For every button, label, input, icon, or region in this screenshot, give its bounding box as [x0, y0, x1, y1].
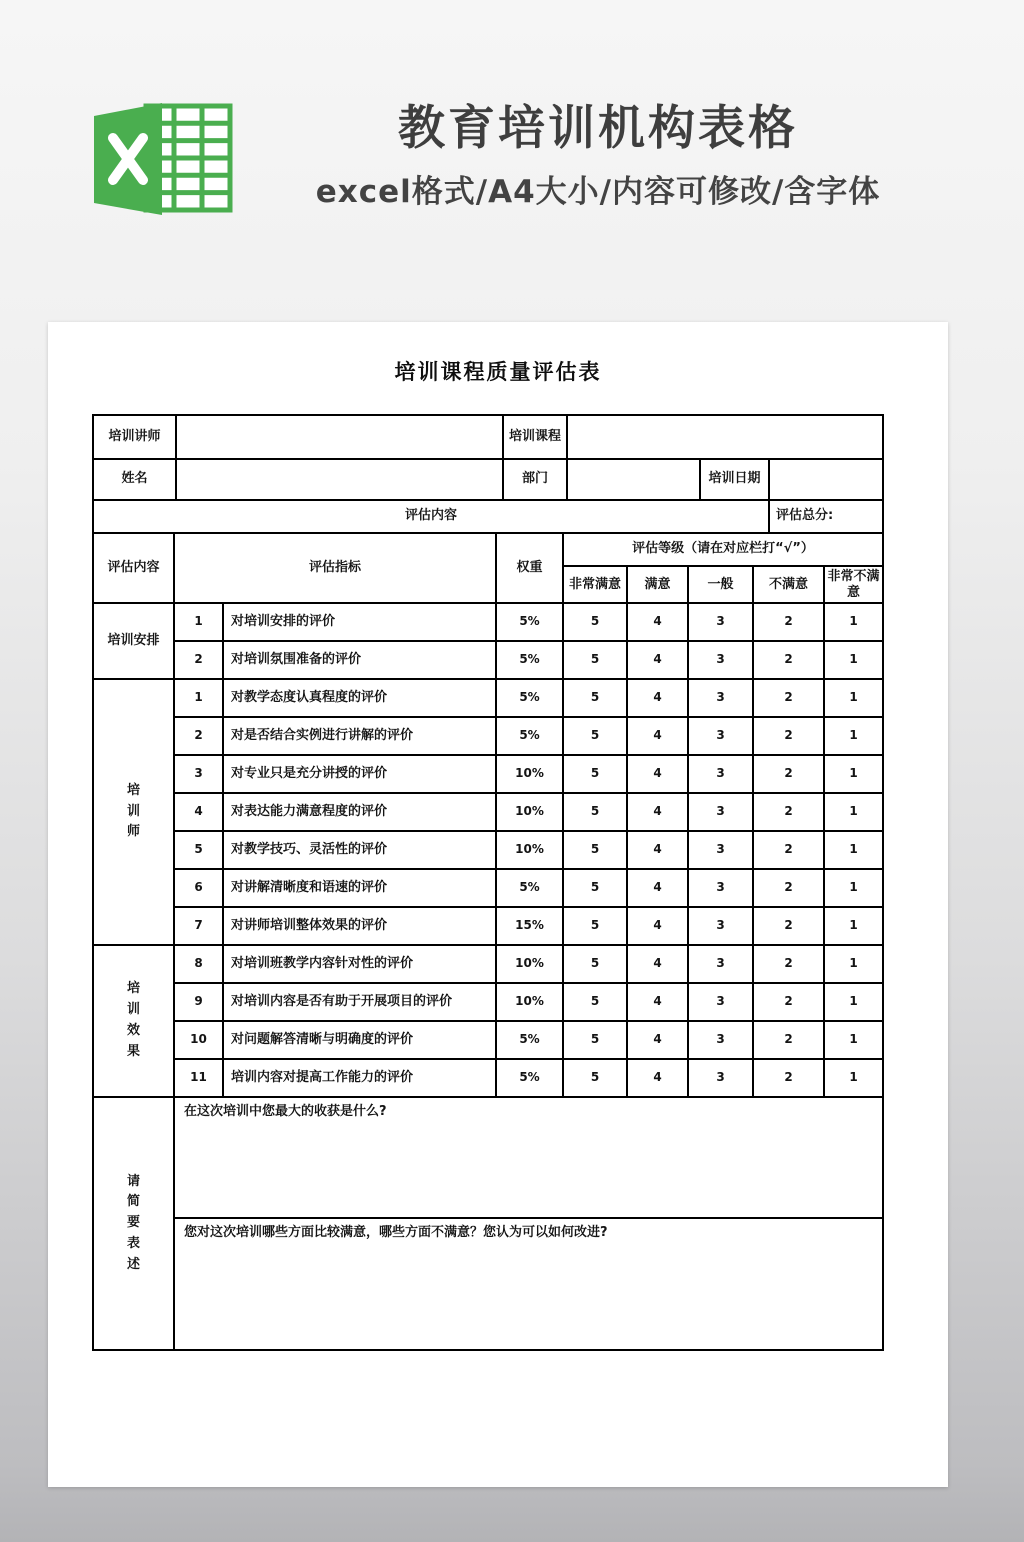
table-row	[93, 755, 883, 793]
weight-value: 5%	[496, 869, 563, 907]
weight-value: 5%	[496, 641, 563, 679]
table-row	[93, 641, 883, 679]
score-cell: 4	[627, 679, 688, 717]
score-cell: 2	[753, 983, 824, 1021]
col-header-weight: 权重	[496, 533, 563, 603]
table-row	[93, 869, 883, 907]
score-cell: 2	[753, 945, 824, 983]
feedback-label	[93, 1097, 174, 1350]
feedback-label-text: 请简要表述	[126, 1173, 140, 1272]
table-row	[93, 793, 883, 831]
total-score-label: 评估总分:	[769, 500, 883, 533]
trainer-label: 培训讲师	[93, 415, 176, 459]
group-label-trainer-text: 培训师	[126, 782, 140, 840]
score-cell: 1	[824, 793, 883, 831]
score-cell: 3	[688, 831, 753, 869]
score-cell: 4	[627, 793, 688, 831]
table-row	[93, 831, 883, 869]
table-row	[93, 1021, 883, 1059]
weight-value: 10%	[496, 983, 563, 1021]
group-label-trainer	[93, 679, 174, 945]
grade-level-label: 非常不满意	[824, 566, 883, 603]
score-cell: 3	[688, 1059, 753, 1097]
indicator-text: 对是否结合实例进行讲解的评价	[223, 717, 496, 755]
date-label: 培训日期	[700, 459, 769, 500]
table-row	[93, 907, 883, 945]
table-row	[93, 603, 883, 641]
weight-value: 5%	[496, 679, 563, 717]
row-number: 2	[174, 641, 223, 679]
score-cell: 3	[688, 603, 753, 641]
score-cell: 4	[627, 641, 688, 679]
indicator-text: 对培训班教学内容针对性的评价	[223, 945, 496, 983]
score-cell: 4	[627, 755, 688, 793]
score-cell: 1	[824, 983, 883, 1021]
name-label: 姓名	[93, 459, 176, 500]
grade-level-label: 非常满意	[563, 566, 627, 603]
indicator-text: 对专业只是充分讲授的评价	[223, 755, 496, 793]
weight-value: 15%	[496, 907, 563, 945]
score-cell: 1	[824, 1021, 883, 1059]
score-cell: 1	[824, 869, 883, 907]
group-label-effect-text: 培训效果	[126, 981, 140, 1059]
trainer-value-cell	[176, 415, 503, 459]
score-cell: 3	[688, 679, 753, 717]
info-table	[92, 414, 884, 534]
score-cell: 1	[824, 755, 883, 793]
row-number: 3	[174, 755, 223, 793]
row-number: 6	[174, 869, 223, 907]
indicator-text: 对培训内容是否有助于开展项目的评价	[223, 983, 496, 1021]
group-label-effect	[93, 945, 174, 1097]
score-cell: 5	[563, 755, 627, 793]
score-cell: 2	[753, 831, 824, 869]
weight-value: 5%	[496, 717, 563, 755]
table-row	[93, 679, 883, 717]
table-row	[93, 1097, 883, 1218]
score-cell: 2	[753, 755, 824, 793]
banner-title: 教育培训机构表格	[398, 101, 798, 156]
feedback-question-2: 您对这次培训哪些方面比较满意，哪些方面不满意？您认为可以如何改进?	[174, 1218, 883, 1350]
score-cell: 4	[627, 869, 688, 907]
score-cell: 5	[563, 831, 627, 869]
score-cell: 4	[627, 603, 688, 641]
dept-value-cell	[567, 459, 700, 500]
row-number: 8	[174, 945, 223, 983]
table-row	[93, 415, 883, 459]
score-cell: 3	[688, 983, 753, 1021]
score-cell: 1	[824, 945, 883, 983]
evaluation-form	[92, 414, 882, 1351]
feedback-question-1: 在这次培训中您最大的收获是什么?	[174, 1097, 883, 1218]
score-cell: 5	[563, 983, 627, 1021]
indicator-text: 对表达能力满意程度的评价	[223, 793, 496, 831]
score-cell: 1	[824, 1059, 883, 1097]
weight-value: 10%	[496, 755, 563, 793]
score-cell: 5	[563, 869, 627, 907]
score-cell: 2	[753, 679, 824, 717]
banner-text	[214, 102, 982, 211]
weight-value: 10%	[496, 945, 563, 983]
score-cell: 2	[753, 793, 824, 831]
row-number: 2	[174, 717, 223, 755]
score-cell: 5	[563, 945, 627, 983]
evaluation-table	[92, 532, 884, 1098]
score-cell: 3	[688, 755, 753, 793]
sheet-title: 培训课程质量评估表	[394, 360, 602, 384]
name-value-cell	[176, 459, 503, 500]
weight-value: 10%	[496, 793, 563, 831]
grade-level-label: 不满意	[753, 566, 824, 603]
col-header-grade: 评估等级（请在对应栏打“√”）	[563, 533, 883, 566]
table-row	[93, 459, 883, 500]
table-row	[93, 717, 883, 755]
weight-value: 5%	[496, 1059, 563, 1097]
score-cell: 3	[688, 907, 753, 945]
score-cell: 4	[627, 1059, 688, 1097]
col-header-content: 评估内容	[93, 533, 174, 603]
col-header-indicator: 评估指标	[174, 533, 496, 603]
indicator-text: 对问题解答清晰与明确度的评价	[223, 1021, 496, 1059]
score-cell: 5	[563, 603, 627, 641]
grade-level-label: 满意	[627, 566, 688, 603]
banner-subtitle: excel格式/A4大小/内容可修改/含字体	[315, 174, 881, 211]
weight-value: 10%	[496, 831, 563, 869]
row-number: 7	[174, 907, 223, 945]
score-cell: 2	[753, 717, 824, 755]
score-cell: 5	[563, 793, 627, 831]
score-cell: 4	[627, 717, 688, 755]
table-row	[93, 1218, 883, 1350]
promo-banner	[0, 0, 1024, 300]
score-cell: 4	[627, 1021, 688, 1059]
content-section-label: 评估内容	[93, 500, 769, 533]
score-cell: 2	[753, 907, 824, 945]
row-number: 5	[174, 831, 223, 869]
score-cell: 1	[824, 907, 883, 945]
score-cell: 5	[563, 641, 627, 679]
score-cell: 2	[753, 641, 824, 679]
score-cell: 2	[753, 1021, 824, 1059]
excel-template-preview	[48, 322, 948, 1487]
row-number: 4	[174, 793, 223, 831]
score-cell: 5	[563, 679, 627, 717]
indicator-text: 对讲师培训整体效果的评价	[223, 907, 496, 945]
score-cell: 4	[627, 983, 688, 1021]
score-cell: 1	[824, 831, 883, 869]
course-value-cell	[567, 415, 883, 459]
score-cell: 1	[824, 603, 883, 641]
score-cell: 2	[753, 1059, 824, 1097]
indicator-text: 培训内容对提高工作能力的评价	[223, 1059, 496, 1097]
table-row	[93, 983, 883, 1021]
score-cell: 1	[824, 679, 883, 717]
indicator-text: 对培训氛围准备的评价	[223, 641, 496, 679]
score-cell: 4	[627, 907, 688, 945]
score-cell: 3	[688, 717, 753, 755]
indicator-text: 对教学态度认真程度的评价	[223, 679, 496, 717]
weight-value: 5%	[496, 603, 563, 641]
score-cell: 2	[753, 869, 824, 907]
weight-value: 5%	[496, 1021, 563, 1059]
score-cell: 1	[824, 641, 883, 679]
table-row	[93, 945, 883, 983]
score-cell: 3	[688, 1021, 753, 1059]
table-row	[93, 500, 883, 533]
score-cell: 3	[688, 945, 753, 983]
score-cell: 4	[627, 945, 688, 983]
table-row	[93, 1059, 883, 1097]
indicator-text: 对教学技巧、灵活性的评价	[223, 831, 496, 869]
course-label: 培训课程	[503, 415, 567, 459]
row-number: 1	[174, 603, 223, 641]
row-number: 1	[174, 679, 223, 717]
indicator-text: 对讲解清晰度和语速的评价	[223, 869, 496, 907]
table-header-row	[93, 533, 883, 566]
date-value-cell	[769, 459, 883, 500]
score-cell: 1	[824, 717, 883, 755]
score-cell: 5	[563, 1021, 627, 1059]
indicator-text: 对培训安排的评价	[223, 603, 496, 641]
score-cell: 3	[688, 869, 753, 907]
score-cell: 2	[753, 603, 824, 641]
score-cell: 3	[688, 641, 753, 679]
group-label-arrangement: 培训安排	[93, 603, 174, 679]
score-cell: 5	[563, 1059, 627, 1097]
score-cell: 5	[563, 717, 627, 755]
row-number: 10	[174, 1021, 223, 1059]
score-cell: 4	[627, 831, 688, 869]
row-number: 9	[174, 983, 223, 1021]
score-cell: 3	[688, 793, 753, 831]
dept-label: 部门	[503, 459, 567, 500]
score-cell: 5	[563, 907, 627, 945]
row-number: 11	[174, 1059, 223, 1097]
grade-level-label: 一般	[688, 566, 753, 603]
feedback-table	[92, 1096, 884, 1351]
